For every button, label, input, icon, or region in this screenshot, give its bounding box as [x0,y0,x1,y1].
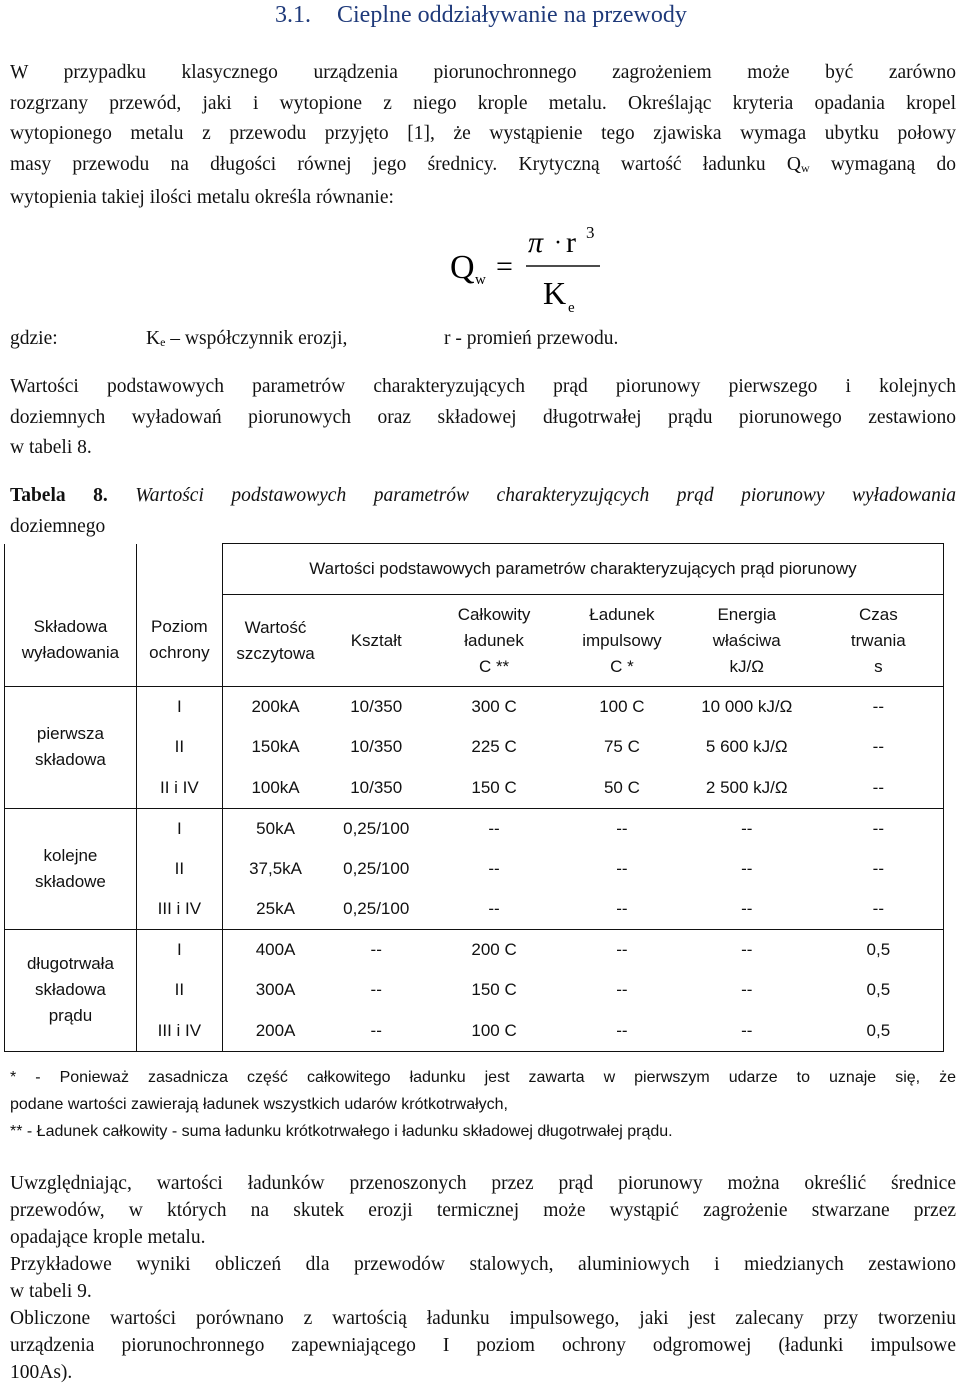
table-cell: -- [741,818,753,838]
table-row [5,727,944,768]
intro-line: rozgrzany przewód, jaki i wytopione z niego krople metalu. Określając kryteria opadania kropel [10,92,956,114]
section-number: 3.1. [275,2,311,28]
intro-line: W przypadku klasycznego urządzenia piorunochronnego zagrożeniem może być zarówno [10,62,956,83]
section-heading [275,2,687,29]
table-row [5,687,944,728]
table-row [5,889,944,930]
formula-r: r [566,226,576,259]
table-cell: 300 C [471,697,517,716]
table-row [5,970,944,1011]
footnote-line: podane wartości zawierają ładunek wszystkich udarów krótkotrwałych, [10,1096,508,1113]
legend-label: gdzie: [10,328,58,349]
table-cell: -- [616,818,628,838]
group-name-cell: długotrwała składowa prądu [5,930,137,1052]
table-cell: 50 C [564,768,680,809]
table-cell: 225 C [471,737,517,757]
formula-k: K [543,275,567,311]
table-row [5,808,944,849]
table-cell: -- [814,889,944,930]
table-cell: 300A [222,970,328,1011]
table-cell: 0,25/100 [343,818,410,838]
table-cell: -- [814,687,944,728]
table-cell: I [136,687,222,728]
table-cell: 100 C [424,1011,564,1052]
table-cell: 2 500 kJ/Ω [680,768,814,809]
table-row [5,1011,944,1052]
table-cell: 0,5 [814,970,944,1011]
table-cell: -- [488,818,500,838]
formula-equals: = [496,250,513,283]
table-cell: 150 C [471,980,517,1000]
header-poziom: Poziom ochrony [136,595,222,687]
table-cell: I [136,930,222,971]
table-cell: 150 C [424,768,564,809]
para5-line: Obliczone wartości porównano z wartością ładunku impulsowego, jaki jest zalecany przy tworzeniu [10,1308,956,1329]
table-cell: 10/350 [350,697,403,716]
group-name-cell: pierwsza składowa [5,687,137,809]
table-cell: -- [814,808,944,849]
formula-pi: π [528,226,544,259]
table-intro-paragraph [10,372,956,464]
table-cell: 200A [222,1011,328,1052]
closing-paragraphs [10,1170,956,1386]
formula-q-sub: w [475,272,486,288]
table-cell: II [136,970,222,1011]
lightning-parameters-table [4,543,944,1052]
table-cell: 5 600 kJ/Ω [705,737,788,757]
table-row [5,930,944,971]
table-cell: -- [370,980,382,1000]
table-cell: 0,5 [814,1011,944,1052]
table-cell: -- [370,940,382,959]
header-ksztalt: Kształt [328,595,424,687]
header-energia: Energia właściwa kJ/Ω [680,595,814,687]
table-cell: -- [741,858,753,878]
group-name-cell: kolejne składowe [5,808,137,930]
para4-line: w tabeli 9. [10,1281,92,1302]
table-cell: -- [424,889,564,930]
table-cell: II [136,727,222,768]
para5-line: urządzenia piorunochronnego zapewniającego I poziom ochrony odgromowej (ładunki impulsowe [10,1335,956,1356]
table-cell: -- [680,1011,814,1052]
table-cell: 25kA [222,889,328,930]
table-cell: 200 C [471,940,517,959]
formula-k-sub: e [568,300,575,316]
intro-line: wytopienia takiej ilości metalu określa równanie: [10,187,394,208]
section-title: Cieplne oddziaływanie na przewody [337,2,687,28]
table-cell: 200kA [222,687,328,728]
table-cell: 75 C [603,737,640,757]
caption-text-cont: doziemnego [10,516,106,537]
table-cell: -- [488,858,500,878]
para3-line: opadające krople metalu. [10,1227,206,1248]
intro-line: wytopionego metalu z przewodu przyjęto [1], że wystąpienie tego zjawiska wymaga ubytku połowy [10,123,956,144]
intro-line-mixed: masy przewodu na długości równej jego średnicy. Krytyczną wartość ładunku $Q_w$ wymaganą do [10,153,957,175]
para5-line: 100As). [10,1362,73,1383]
para4-line: Przykładowe wyniki obliczeń dla przewodów stalowych, aluminiowych i miedzianych zestawiono [10,1254,956,1275]
table-cell: II i IV [136,768,222,809]
table-cell: III i IV [136,1011,222,1052]
table-cell: -- [814,768,944,809]
table-cell: 50kA [222,808,328,849]
table-cell: 100 C [599,697,645,716]
table-caption [10,480,956,542]
table-cell: -- [564,1011,680,1052]
table-cell: 0,25/100 [343,858,410,878]
header-czas: Czas trwania s [814,595,944,687]
table-cell: -- [616,980,628,1000]
header-calkowity: Całkowity ładunek C ** [424,595,564,687]
table-cell: -- [680,889,814,930]
table-row [5,768,944,809]
legend-r: r - promień przewodu. [444,328,619,349]
table-cell: 150kA [222,727,328,768]
caption-text: Wartości podstawowych parametrów charakteryzujących prąd piorunowy wyładowania [107,485,956,506]
header-skladowa: Składowa wyładowania [5,595,137,687]
header-wartosc: Wartość szczytowa [222,595,328,687]
table-cell: -- [616,858,628,878]
table-cell: -- [814,727,944,768]
table-super-header: Wartości podstawowych parametrów charakteryzujących prąd piorunowy [222,544,943,595]
table-row [5,849,944,890]
table-cell: -- [328,1011,424,1052]
para2-line: w tabeli 8. [10,437,92,458]
formula-q: Q [450,249,475,286]
footnote-line: * - Ponieważ zasadnicza część całkowitego ładunku jest zawarta w pierwszym udarze to uznaje się, że [10,1069,956,1086]
table-cell: -- [616,940,628,959]
legend-ke: $K_e$ – współczynnik erozji, [146,328,348,349]
table-cell: 0,25/100 [328,889,424,930]
footnote-line: ** - Ładunek całkowity - suma ładunku krótkotrwałego i ładunku składowej długotrwałej prądu. [10,1123,673,1140]
para2-line: Wartości podstawowych parametrów charakteryzujących prąd piorunowy pierwszego i kolejnych [10,376,956,397]
table-cell: II [136,849,222,890]
para3-line: Uwzględniając, wartości ładunków przenoszonych przez prąd piorunowy można określić średnice [10,1173,956,1194]
table-cell: 10 000 kJ/Ω [701,697,793,716]
formula-exponent: 3 [586,223,595,242]
para2-line: doziemnych wyładowań piorunowych oraz składowej długotrwałej prądu piorunowego zestawiono [10,406,956,428]
table-cell: 37,5kA [222,849,328,890]
para3-line: przewodów, w których na skutek erozji termicznej może wystąpić zagrożenie stwarzane przez [10,1200,956,1221]
table-cell: -- [741,980,753,1000]
table-cell: 10/350 [328,768,424,809]
table-cell: -- [564,889,680,930]
intro-paragraph [10,58,956,214]
formula-dot: · [554,230,562,256]
charge-formula [450,216,620,316]
table-cell: 0,5 [814,930,944,971]
header-impulsowy: Ładunek impulsowy C * [564,595,680,687]
caption-label: Tabela 8. [10,485,108,506]
table-cell: III i IV [136,889,222,930]
table-cell: -- [741,940,753,959]
table-cell: -- [814,849,944,890]
table-footnotes [10,1064,956,1145]
table-cell: 400A [222,930,328,971]
table-cell: 100kA [222,768,328,809]
table-cell: I [136,808,222,849]
table-cell: 10/350 [350,737,403,757]
